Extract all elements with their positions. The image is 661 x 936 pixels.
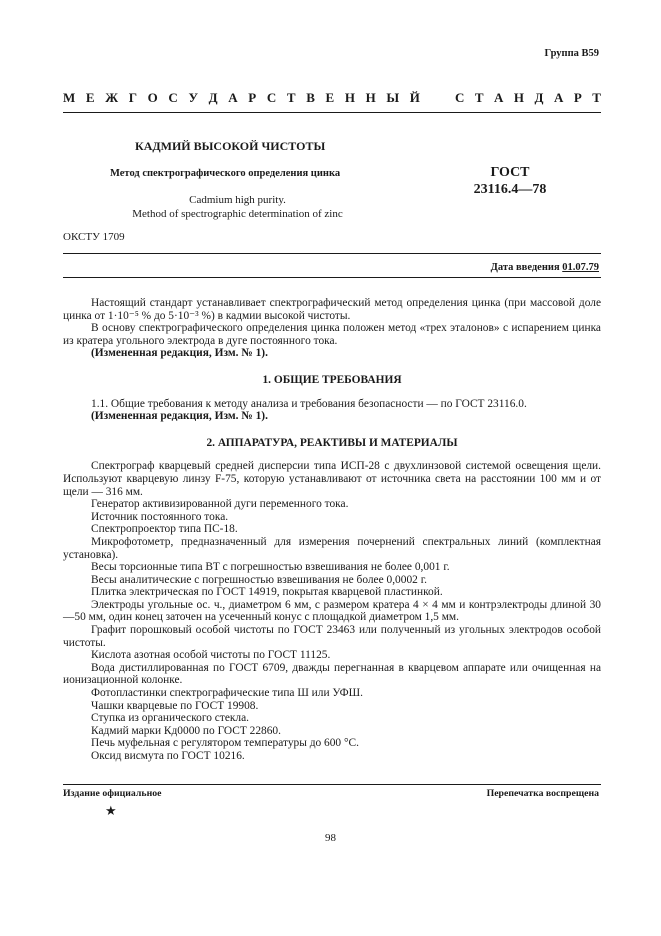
- gost-label: ГОСТ: [490, 165, 530, 180]
- section-2-item: Плитка электрическая по ГОСТ 14919, покрытая кварцевой пластинкой.: [91, 586, 443, 599]
- english-title: [110, 193, 365, 221]
- section-2-item: Весы торсионные типа ВТ с погрешностью взвешивания не более 0,001 г.: [91, 561, 450, 574]
- section-2-list: [63, 460, 601, 762]
- section-2-item: Оксид висмута по ГОСТ 10216.: [91, 750, 245, 762]
- intro-paragraph-2: В основу спектрографического определения цинка положен метод «трех эталонов» с испарением цинка из кратера угольного электрода в дуге постоянного тока.: [63, 322, 601, 347]
- gost-designation: [465, 164, 555, 198]
- section-2-heading: 2. АППАРАТУРА, РЕАКТИВЫ И МАТЕРИАЛЫ: [206, 436, 458, 449]
- section-2-item: Кадмий марки Кд0000 по ГОСТ 22860.: [91, 724, 281, 737]
- section-1-heading: 1. ОБЩИЕ ТРЕБОВАНИЯ: [262, 373, 402, 386]
- english-title-line1: Cadmium high purity.: [189, 194, 286, 206]
- section-1-paragraph: 1.1. Общие требования к методу анализа и требования безопасности — по ГОСТ 23116.0.: [91, 397, 527, 410]
- intro-paragraph-1: Настоящий стандарт устанавливает спектрографический метод определения цинка (при массовой доле цинка от 1·10⁻⁵ % до 5·10⁻³ %) в кадмии высокой чистоты.: [63, 297, 601, 322]
- star-icon: ★: [105, 803, 117, 818]
- gost-number: 23116.4—78: [473, 182, 547, 197]
- section-2-item: Вода дистиллированная по ГОСТ 6709, дважды перегнанная в кварцевом аппарате или очищенная на ионизационной колонке.: [63, 661, 601, 687]
- title-rule: [63, 253, 601, 254]
- section-2-item: Генератор активизированной дуги переменного тока.: [91, 498, 349, 511]
- footer-rule: [63, 784, 601, 785]
- section-2-item: Кислота азотная особой чистоты по ГОСТ 11125.: [91, 649, 331, 662]
- section-2-item: Графит порошковый особой чистоты по ГОСТ 23463 или полученный из угольных электродов особой чистоты.: [63, 624, 601, 649]
- group-code: Группа В59: [544, 48, 599, 59]
- section-2-item: Весы аналитические с погрешностью взвешивания не более 0,0002 г.: [91, 573, 427, 586]
- english-title-line2: Method of spectrographic determination of zinc: [132, 208, 343, 220]
- section-2-item: Микрофотометр, предназначенный для измерения почернений спектральных линий (комплектная установка).: [63, 535, 601, 561]
- document-body: [63, 297, 601, 763]
- banner-left: М Е Ж Г О С У Д А Р С Т В Е Н Н Ы Й: [63, 90, 420, 105]
- section-2-item: Фотопластинки спектрографические типа Ш или УФШ.: [91, 687, 363, 700]
- document-subtitle: Метод спектрографического определения цинка: [110, 168, 341, 179]
- banner-right: С Т А Н Д А Р Т: [455, 90, 601, 105]
- official-edition: Издание официальное: [63, 788, 162, 799]
- section-2-item: Ступка из органического стекла.: [91, 712, 249, 725]
- section-2-item: Электроды угольные ос. ч., диаметром 6 мм, с размером кратера 4 × 4 мм и контрэлектроды длиной 30—50 мм, один конец заточен на усеченный конус с площадкой диаметром 1,5 мм.: [63, 598, 601, 624]
- page-number: 98: [325, 832, 336, 844]
- intro-date-label: Дата введения: [490, 262, 560, 273]
- date-rule: [63, 277, 601, 278]
- section-2-item: Источник постоянного тока.: [91, 510, 229, 523]
- intro-date-value: 01.07.79: [562, 262, 599, 273]
- section-1-amendment-note: (Измененная редакция, Изм. № 1).: [91, 410, 268, 423]
- section-2-item: Печь муфельная с регулятором температуры до 600 °С.: [91, 737, 359, 750]
- section-2-item: Спектропроектор типа ПС-18.: [91, 523, 238, 536]
- header-rule: [63, 112, 601, 113]
- intro-amendment-note: (Измененная редакция, Изм. № 1).: [91, 347, 268, 360]
- document-title: КАДМИЙ ВЫСОКОЙ ЧИСТОТЫ: [135, 139, 326, 153]
- section-2-item: Чашки кварцевые по ГОСТ 19908.: [91, 699, 259, 712]
- section-2-item: Спектрограф кварцевый средней дисперсии типа ИСП-28 с двухлинзовой системой освещения щели. Используют кварцевую линзу F-75, которую устанавливают от источника света на расстоянии 100 мм и от щели — 316 мм.: [63, 460, 601, 498]
- okstu-code: ОКСТУ 1709: [63, 231, 125, 243]
- intro-date: [491, 262, 599, 275]
- reprint-prohibited: Перепечатка воспрещена: [486, 788, 599, 799]
- standard-banner: [63, 92, 601, 105]
